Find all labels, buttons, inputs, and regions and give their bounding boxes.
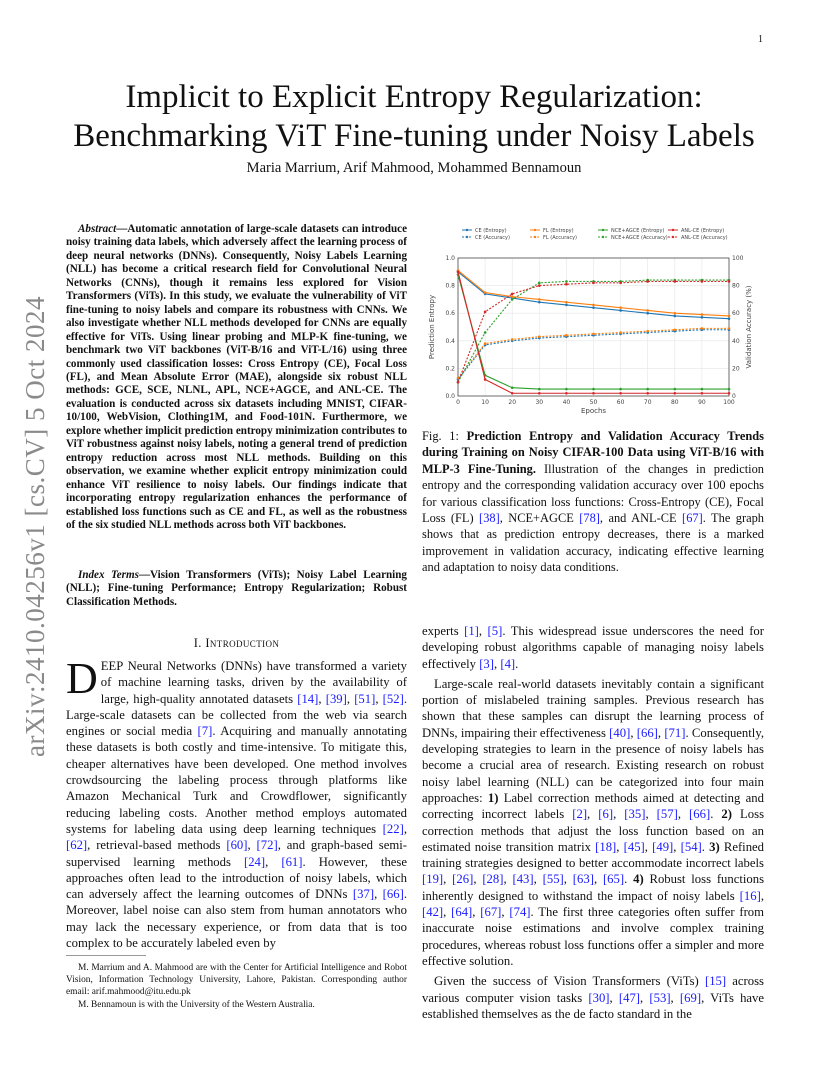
data-point: [565, 283, 568, 286]
legend-label: FL (Entropy): [543, 228, 574, 234]
list-number: 3): [709, 839, 720, 854]
citation-link[interactable]: [ 63 ]: [573, 872, 594, 886]
footnote: M. Bennamoun is with the University of the Western Australia.: [78, 1000, 315, 1010]
citation-link[interactable]: [ 67 ]: [480, 905, 501, 919]
citation-link[interactable]: [ 19 ]: [422, 872, 443, 886]
data-point: [646, 330, 649, 333]
text: Refined training strategies designed to better accommodate incorrect labels: [422, 839, 765, 871]
data-point: [592, 304, 595, 307]
citation-link[interactable]: [ 42 ]: [422, 905, 443, 919]
data-point: [619, 392, 622, 395]
data-point: [565, 334, 568, 337]
y-tick-label: 0.2: [445, 365, 455, 373]
legend-marker: [466, 229, 468, 231]
citation-link[interactable]: [ 64 ]: [451, 905, 472, 919]
data-point: [592, 306, 595, 309]
title-line-2: Benchmarking ViT Fine-tuning under Noisy Labels: [73, 118, 755, 154]
intro-text-4: , retrieval-based methods: [87, 838, 227, 853]
citation-link[interactable]: [ 52 ]: [383, 692, 404, 706]
citation-link[interactable]: [ 15 ]: [705, 974, 726, 988]
abstract-text: —Automatic annotation of large-scale datasets can introduce noisy training data labels, which adversely affect the learning process of deep neural networks (DNNs). Consequently, Noisy Labels Learning (NLL) has become a critical research field for Convolutional Neural Networks (CNNs), though it remains less explored for Vision Transformers (ViTs). In this study, we evaluate the vulnerability of ViT fine-tuning to noisy labels and compare its robustness with CNNs. We also investigate whether NLL methods developed for CNNs are equally effective for ViTs. Using linear probing and MLP-K fine-tuning, we benchmark two ViT backbones (ViT-B/16 and ViT-L/16) using three commonly used classification losses: Cross Entropy (CE), Focal Loss (FL), and Mean Absolute Error (MAE), alongside six robust NLL methods: GCE, SCE, NLNL, APL, NCE+AGCE, and ANL-CE. The evaluation is conducted across six datasets including MNIST, CIFAR-10/100, WebVision, Clothing1M, and Food-101N. Furthermore, we explore whether implicit prediction entropy minimization contributes to ViT robustness against noisy labels, noting a general trend of prediction entropy reduction across most NLL methods. Building on this observation, we examine whether explicit entropy minimization could enhance ViT resilience to noisy labels. Our findings indicate that incorporating entropy regularization enhances the performance of established loss functions such as CE and FL, as well as the robustness of the six studied NLL methods across both ViT backbones.: [66, 223, 407, 531]
caption-text: Illustration of the changes in prediction entropy and the corresponding validation accuracy over 100 epochs for various classification loss functions: Cross-Entropy (CE), Focal Loss (FL): [422, 461, 764, 526]
data-point: [511, 295, 514, 298]
data-point: [728, 327, 731, 330]
data-point: [674, 280, 677, 283]
data-point: [592, 282, 595, 285]
citation-link[interactable]: [ 40 ]: [609, 726, 630, 740]
x-tick-label: 50: [589, 399, 598, 406]
data-point: [728, 315, 731, 318]
intro-text: DEEP Neural Networks (DNNs) have transformed a variety of machine learning tasks, driven by the availability of large, high-quality annotated datasets [ 14 ] , [ 39 ] , [ 51 ] , [ 52 ] . Large-scale datasets can be collected from the web via search engines or social media [ 7 ] . Acquiring and manually annotating these datasets is both costly and time-intensive. To mitigate this, cheaper alternatives have been developed. One method involves crowdsourcing the labeling process through platforms like Amazon Mechanical Turk and Crowdflower, significantly reducing labeling costs. Another method employs automated systems for labeling data using deep learning techniques [ 22 ] , [ 62 ] , retrieval-based methods [ 60 ] , [ 72 ] , and graph-based semi-supervised learning methods [ 24 ] , [ 61 ] . However, these approaches often lead to the introduction of noisy labels, which can adversely affect the learning outcomes of DNNs [ 37 ] , [ 66 ] . Moreover, label noise can also stem from human annotators who may lack the necessary experience, or from data that is too complex to be accurately labeled even by: [66, 658, 407, 951]
data-point: [457, 377, 460, 380]
legend-marker: [602, 229, 604, 231]
paragraph: Given the success of Vision Transformers (ViTs) [ 15 ] across various computer vision tasks [ 30 ] , [ 47 ] , [ 53 ] , [ 69 ] , ViTs have established themselves as the de facto standard in the: [422, 973, 764, 1022]
legend-label: NCE+AGCE (Accuracy): [611, 235, 668, 241]
legend-marker: [672, 229, 674, 231]
data-point: [592, 333, 595, 336]
data-point: [619, 306, 622, 309]
data-point: [646, 309, 649, 312]
intro-text-2: Large-scale datasets can be collected from the web via search engines or social media: [66, 707, 407, 739]
legend-label: FL (Accuracy): [543, 235, 577, 241]
caption-text: . The graph shows that as prediction entropy decreases, there is a marked improvement in validation accuracy, indicating effective learning and adaptation to noisy data conditions.: [422, 511, 764, 575]
citation-link[interactable]: [ 66 ]: [637, 726, 658, 740]
legend-marker: [602, 236, 604, 238]
data-point: [728, 388, 731, 391]
data-point: [538, 335, 541, 338]
data-point: [701, 388, 704, 391]
citation-link[interactable]: [ 35 ]: [624, 807, 645, 821]
text: Large-scale real-world datasets inevitably contain a significant portion of mislabeled training samples. Previous research has shown that these samples can disrupt the learning process of DNNs, impairing their effectiveness: [422, 676, 764, 740]
data-point: [484, 291, 487, 294]
dropcap: D: [66, 654, 98, 703]
data-point: [646, 388, 649, 391]
data-point: [674, 328, 677, 331]
data-point: [701, 316, 704, 319]
list-number: 4): [633, 872, 644, 887]
text: ,: [494, 656, 501, 671]
legend-label: NCE+AGCE (Entropy): [611, 228, 665, 234]
citation-link[interactable]: [ 66 ]: [383, 887, 404, 901]
citation-link[interactable]: [ 37 ]: [353, 887, 374, 901]
y2-tick-label: 0: [732, 393, 736, 400]
data-point: [457, 271, 460, 274]
citation-link[interactable]: [ 69 ]: [680, 991, 701, 1005]
data-point: [701, 280, 704, 283]
figure-1: [420, 220, 765, 420]
right-column-text: [422, 623, 764, 1022]
data-point: [538, 298, 541, 301]
text: across various computer vision tasks: [422, 974, 764, 1005]
citation-link[interactable]: [ 39 ]: [326, 692, 347, 706]
y2-tick-label: 80: [732, 282, 740, 290]
y2-tick-label: 40: [732, 337, 740, 345]
data-point: [511, 386, 514, 389]
data-point: [646, 312, 649, 315]
data-point: [484, 311, 487, 314]
citation-link[interactable]: [ 54 ]: [681, 840, 702, 854]
text: . This widespread issue underscores the need for developing robust algorithms capable of managing noisy labels effectively: [422, 624, 764, 671]
section-heading: [66, 636, 407, 651]
citation-link[interactable]: [ 49 ]: [652, 840, 673, 854]
y-tick-label: 0.6: [445, 310, 455, 318]
x-tick-label: 60: [616, 399, 625, 406]
text: Given the success of Vision Transformers (ViTs): [434, 974, 705, 989]
citation-link[interactable]: [ 60 ]: [226, 838, 247, 852]
footnotes: [66, 962, 407, 1012]
citation-link[interactable]: [ 22 ]: [383, 822, 404, 836]
citation-link[interactable]: [ 28 ]: [482, 872, 503, 886]
citation-link[interactable]: [ 2 ]: [572, 807, 587, 821]
paper-title: [60, 78, 768, 156]
citation-link[interactable]: [ 45 ]: [624, 840, 645, 854]
text: Label correction methods aimed at detecting and correcting incorrect labels: [422, 790, 764, 822]
index-terms: [66, 569, 407, 609]
data-point: [619, 309, 622, 312]
data-point: [728, 392, 731, 395]
x-axis-label: Epochs: [580, 407, 607, 415]
legend-label: ANL-CE (Accuracy): [681, 235, 728, 241]
list-number: 2): [721, 807, 732, 822]
data-point: [484, 342, 487, 345]
citation-link[interactable]: [ 55 ]: [543, 872, 564, 886]
citation-link[interactable]: [ 1 ]: [464, 624, 479, 638]
citation-link[interactable]: [ 62 ]: [66, 838, 87, 852]
y2-tick-label: 20: [732, 365, 740, 373]
citation-link[interactable]: [ 3 ]: [479, 657, 494, 671]
y-tick-label: 0.8: [445, 282, 455, 290]
text: ,: [478, 624, 488, 638]
citation-link[interactable]: [ 65 ]: [603, 872, 624, 886]
title-line-1: Implicit to Explicit Entropy Regularization:: [125, 79, 703, 115]
x-tick-label: 0: [456, 399, 460, 406]
data-point: [674, 315, 677, 318]
citation-link[interactable]: [ 74 ]: [509, 905, 530, 919]
legend-marker: [534, 236, 536, 238]
data-point: [646, 280, 649, 283]
citation-link[interactable]: [ 51 ]: [354, 692, 375, 706]
data-point: [619, 331, 622, 334]
intro-text-3: . Acquiring and manually annotating these datasets is both costly and time-intensive. To mitigate this, cheaper alternatives have been developed. One method involves crowdsourcing the labeling process through platforms like Amazon Mechanical Turk and Crowdflower, significantly reducing labeling costs. Another method employs automated systems for labeling data using deep learning techniques: [66, 724, 407, 836]
data-point: [674, 312, 677, 315]
arxiv-id[interactable]: arXiv:2410.04256v1 [cs.CV] 5 Oct 2024: [20, 296, 50, 757]
data-point: [565, 280, 568, 283]
citation-link[interactable]: [ 38 ]: [479, 511, 500, 525]
data-point: [538, 284, 541, 287]
x-tick-label: 10: [481, 399, 489, 406]
y2-tick-label: 60: [732, 310, 740, 318]
citation-link[interactable]: [ 6 ]: [598, 807, 613, 821]
text: Robust loss functions inherently designed to withstand the impact of noisy labels: [422, 872, 765, 903]
citation-link[interactable]: [ 16 ]: [740, 889, 761, 903]
citation-link[interactable]: [ 71 ]: [664, 726, 685, 740]
citation-link[interactable]: [ 47 ]: [619, 991, 640, 1005]
text: Loss correction methods that adjust the loss function based on an estimated noise transition matrix: [422, 807, 765, 854]
y-tick-label: 0.0: [445, 393, 455, 400]
intro-text-7: . Moreover, label noise can also stem from human annotators who may lack the necessary experience, or from data that is too complex to be accurately labeled even by: [66, 887, 407, 951]
y2-tick-label: 100: [732, 255, 744, 262]
figure-caption: [422, 428, 764, 576]
x-tick-label: 70: [643, 399, 652, 406]
citation-link[interactable]: [ 67 ]: [682, 511, 703, 525]
data-point: [538, 392, 541, 395]
y-tick-label: 0.4: [445, 337, 455, 345]
paragraph: Large-scale real-world datasets inevitably contain a significant portion of mislabeled training samples. Previous research has shown that these samples can disrupt the learning process of DNNs, impairing their effectiveness [ 40 ] , [ 66 ] , [ 71 ] . Consequently, developing strategies to learn in the presence of noisy labels has become a crucial area of research. Existing research on robust noisy label learning (NLL) can be categorized into four main approaches: 1) Label correction methods aimed at detecting and correcting incorrect labels [ 2 ] , [ 6 ] , [ 35 ] , [ 57 ] , [ 66 ] . 2) Loss correction methods that adjust the loss function based on an estimated noise transition matrix [ 18 ] , [ 45 ] , [ 49 ] , [ 54 ] . 3) Refined training strategies designed to better accommodate incorrect labels [ 19 ] , [ 26 ] , [ 28 ] , [ 43 ] , [ 55 ] , [ 63 ] , [ 65 ] . 4) Robust loss functions inherently designed to withstand the impact of noisy labels [ 16 ] , [ 42 ] , [ 64 ] , [ 67 ] , [ 74 ] . The first three categories often suffer from inaccurate noise estimations and involve complex training procedures, whereas robust loss functions offer a simpler and more effective solution.: [422, 676, 764, 969]
legend-marker: [672, 236, 674, 238]
data-point: [701, 327, 704, 330]
data-point: [701, 392, 704, 395]
citation-link[interactable]: [ 66 ]: [689, 807, 710, 821]
entropy-accuracy-chart: [420, 220, 765, 420]
citation-link[interactable]: [ 53 ]: [649, 991, 670, 1005]
data-point: [457, 381, 460, 384]
data-point: [511, 293, 514, 296]
citation-link[interactable]: [ 7 ]: [198, 724, 213, 738]
citation-link[interactable]: [ 24 ]: [244, 855, 265, 869]
abstract: [66, 223, 407, 532]
data-point: [511, 392, 514, 395]
legend-label: ANL-CE (Entropy): [681, 228, 725, 234]
citation-link[interactable]: [ 43 ]: [512, 872, 533, 886]
data-point: [565, 388, 568, 391]
intro-lead: EEP Neural Networks (DNNs) have transformed a variety of machine learning tasks, driven by the availability of large, high-quality annotated datasets: [100, 659, 407, 706]
data-point: [565, 301, 568, 304]
intro-text-6: . However, these approaches often lead to the introduction of noisy labels, which can adversely affect the learning outcomes of DNNs: [66, 854, 407, 902]
list-number: 1): [487, 790, 499, 805]
citation-link[interactable]: [ 14 ]: [297, 692, 318, 706]
citation-link[interactable]: [ 72 ]: [257, 838, 278, 852]
index-terms-text: —Vision Transformers (ViTs); Noisy Label Learning (NLL); Fine-tuning Performance; Entropy Regularization; Robust Classification Methods.: [66, 569, 407, 608]
text: . Consequently, developing strategies to learn in the presence of noisy labels has become a crucial area of research. Existing research on robust noisy label learning (NLL) can be categorized into four main approaches:: [422, 725, 765, 805]
citation-link[interactable]: [ 30 ]: [588, 991, 609, 1005]
data-point: [728, 280, 731, 283]
caption-text: , NCE+AGCE: [499, 511, 580, 526]
abstract-label: Abstract: [78, 223, 117, 235]
data-point: [511, 298, 514, 301]
data-point: [538, 388, 541, 391]
x-tick-label: 40: [562, 399, 571, 406]
intro-text-5: , and graph-based semi-supervised learning methods: [66, 838, 407, 869]
section-title: Introduction: [205, 636, 280, 650]
footnote: M. Marrium and A. Mahmood are with the Center for Artificial Intelligence and Robot Vision, Information Technology University, Lahore, Pakistan. Corresponding author email: arif.mahmood@itu.edu.pk: [66, 963, 407, 997]
text: experts: [422, 624, 465, 638]
data-point: [511, 338, 514, 341]
data-point: [565, 392, 568, 395]
x-tick-label: 90: [698, 399, 706, 406]
paragraph: [422, 623, 764, 672]
data-point: [592, 392, 595, 395]
footnote-divider: [66, 955, 146, 956]
citation-link[interactable]: [ 5 ]: [488, 624, 503, 638]
citation-link[interactable]: [ 57 ]: [657, 807, 678, 821]
x-tick-label: 20: [508, 399, 517, 406]
citation-link[interactable]: [ 18 ]: [595, 840, 616, 854]
data-point: [728, 317, 731, 320]
data-point: [565, 304, 568, 307]
legend-marker: [534, 229, 536, 231]
y-tick-label: 1.0: [445, 255, 455, 262]
data-point: [538, 301, 541, 304]
y-axis-label: Prediction Entropy: [428, 294, 436, 360]
x-tick-label: 80: [670, 399, 679, 406]
legend-marker: [466, 236, 468, 238]
legend-label: CE (Entropy): [475, 228, 507, 234]
data-point: [701, 313, 704, 316]
citation-link[interactable]: [ 78 ]: [579, 511, 600, 525]
data-point: [674, 388, 677, 391]
citation-link[interactable]: [ 61 ]: [281, 855, 302, 869]
index-terms-label: Index Terms: [78, 569, 139, 581]
text: .: [515, 656, 519, 671]
data-point: [619, 282, 622, 285]
caption-text: , and ANL-CE: [599, 511, 683, 526]
text: . The first three categories often suffer from inaccurate noise estimations and involve complex training procedures, whereas robust loss functions offer a simpler and more effective solution.: [422, 905, 765, 968]
data-point: [484, 331, 487, 334]
data-point: [619, 388, 622, 391]
data-point: [484, 378, 487, 381]
authors: Maria Marrium, Arif Mahmood, Mohammed Bennamoun: [246, 160, 582, 176]
citation-link[interactable]: [ 26 ]: [452, 872, 473, 886]
x-tick-label: 100: [723, 399, 735, 406]
x-tick-label: 30: [535, 399, 544, 406]
y2-axis-label: Validation Accuracy (%): [745, 285, 753, 369]
section-number: I.: [193, 636, 206, 650]
caption-label: Fig. 1:: [422, 429, 467, 443]
data-point: [646, 392, 649, 395]
data-point: [592, 388, 595, 391]
text: , ViTs have established themselves as the de facto standard in the: [422, 990, 765, 1021]
legend-label: CE (Accuracy): [475, 235, 510, 241]
citation-link[interactable]: [ 4 ]: [500, 657, 515, 671]
data-point: [538, 282, 541, 285]
data-point: [674, 392, 677, 395]
caption-bold: Prediction Entropy and Validation Accuracy Trends during Training on Noisy CIFAR-100 Data using ViT-B/16 with MLP-3 Fine-Tuning.: [422, 429, 764, 476]
page-number: 1: [758, 34, 763, 45]
